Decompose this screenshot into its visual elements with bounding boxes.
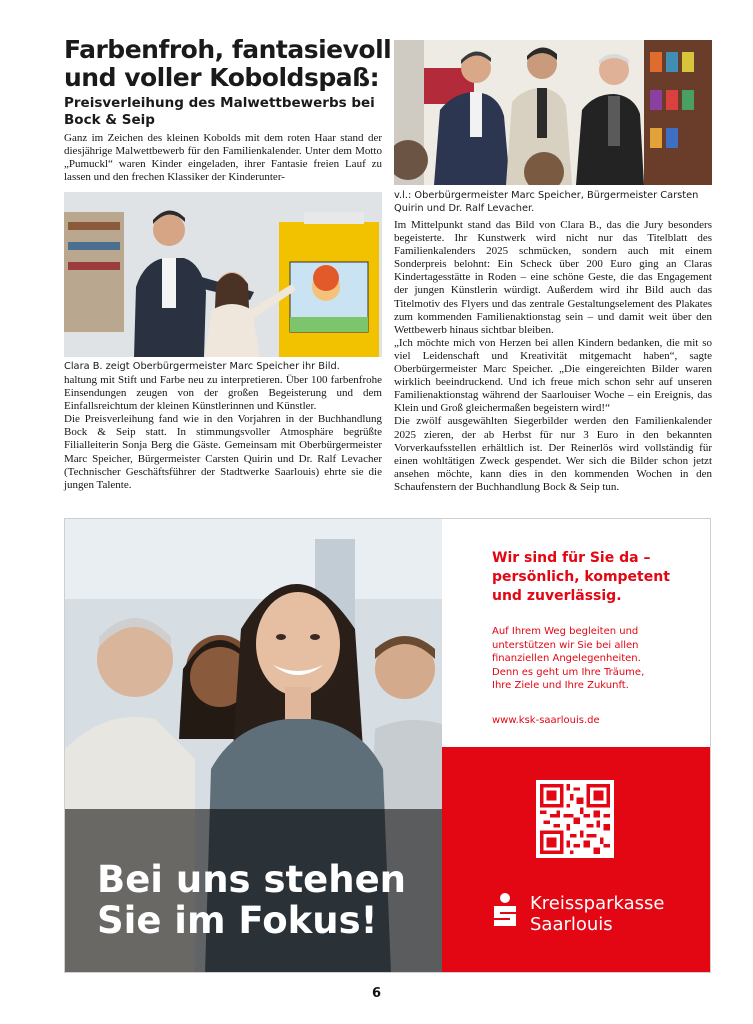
brand-name-line: Kreissparkasse <box>530 893 665 914</box>
column-2-paragraph: Die zwölf ausgewählten Siegerbilder werden den Familienkalender 2025 zieren, der ab Herbst für nur 3 Euro in den bekannten Vorverkaufsstellen erhältlich ist. Der Reinerlös wird vollständig für einen wohltätigen Zweck gespendet. Wer sich die Bilder schon jetzt ansehen möchte, kann dies in den kommenden Wochen in den Schaufenstern der Buchhandlung Bock & Seip tun. <box>394 415 712 493</box>
qr-code-graphic <box>540 784 610 854</box>
column-2-paragraph: Im Mittelpunkt stand das Bild von Clara B., das die Jury besonders begeisterte. Ihr Kunstwerk wird nicht nur das Titelblatt des Familienkalenders 2025 schmücken, sondern auch mit einem Sonderpreis belohnt: Ein Scheck über 200 Euro ging an Claras Kindertagesstätte in Roden – eine schöne Geste, die das Engagement der jungen Künstlerin würdigt. Außerdem wird ihr Bild auch das Titelmotiv des Flyers und das zentrale Gestaltungselement des Plakates zum kommenden Familienaktionstag sein – und damit weit über den Wettbewerb hinaus sichtbar bleiben. <box>394 219 712 336</box>
ad-copy-line: Auf Ihrem Weg begleiten und <box>492 626 639 637</box>
intro-paragraph: Ganz im Zeichen des kleinen Kobolds mit dem roten Haar stand der diesjährige Malwettbewerb für den Familienkalender. Unter dem Motto „Pumuckl“ waren Kinder eingeladen, ihrer Fantasie freien Lauf zu lassen und den frechen Klassiker der Kinderunter- <box>64 132 382 184</box>
ad-headline-line: und zuverlässig. <box>492 588 622 604</box>
ad-copy-line: Denn es geht um Ihre Träume, <box>492 666 645 678</box>
photo-clara-drawing <box>64 192 382 357</box>
brand-name-line: Saarlouis <box>530 914 613 935</box>
qr-code-icon[interactable] <box>536 780 614 858</box>
ad-copy-line: unterstützen wir Sie bei allen <box>492 639 639 651</box>
sparkasse-brand <box>492 893 664 935</box>
column-1-paragraph: haltung mit Stift und Farbe neu zu interpretieren. Über 100 farbenfrohe Einsendungen zeugen von der großen Begeisterung und dem Einfallsreichtum der kleinen Künstlerinnen und Künstler. <box>64 374 382 413</box>
ad-slogan-line: Sie im Fokus! <box>97 899 378 942</box>
photo-officials-caption: v.l.: Oberbürgermeister Marc Speicher, Bürgermeister Carsten Quirin und Dr. Ralf Levacher. <box>394 190 699 214</box>
ad-brand-panel <box>442 747 711 973</box>
column-2-paragraph: „Ich möchte mich von Herzen bei allen Kindern bedanken, die mit so viel Leidenschaft und Kreativität mitgemacht haben“, sagte Oberbürgermeister Marc Speicher. „Die eingereichten Bilder waren wirklich beeindruckend. Und ich freue mich schon sehr auf unseren Familienaktionstag während der Saarlouiser Woche – ein Ereignis, das Klein und Groß gleichermaßen begeistern wird!“ <box>394 336 712 415</box>
kreissparkasse-advertisement[interactable] <box>64 518 711 973</box>
ad-website-link[interactable]: www.ksk-saarlouis.de <box>492 715 600 726</box>
sparkasse-logo-icon <box>492 893 518 929</box>
ad-headline-line: persönlich, kompetent <box>492 569 670 585</box>
ad-copy-line: finanziellen Angelegenheiten. <box>492 653 641 664</box>
photo-clara-drawing-illustration <box>64 192 382 357</box>
article-subtitle-line: Preisverleihung des Malwettbewerbs bei <box>64 95 375 111</box>
article-title-line: und voller Koboldspaß: <box>64 63 380 92</box>
article-title <box>64 36 394 92</box>
photo-officials-illustration <box>394 40 712 185</box>
photo-officials <box>394 40 712 185</box>
ad-slogan <box>97 859 437 941</box>
ad-slogan-line: Bei uns stehen <box>97 858 407 901</box>
ad-headline-line: Wir sind für Sie da – <box>492 550 651 566</box>
photo-clara-caption: Clara B. zeigt Oberbürgermeister Marc Speicher ihr Bild. <box>64 361 340 372</box>
column-1-paragraph: Die Preisverleihung fand wie in den Vorjahren in der Buchhandlung Bock & Seip statt. In stimmungsvoller Atmosphäre begrüßte Filialleiterin Sonja Berg die Gäste. Gemeinsam mit Oberbürgermeister Marc Speicher, Bürgermeister Carsten Quirin und Dr. Ralf Levacher (Technischer Geschäftsführer der Stadtwerke Saarlouis) ehrte sie die jungen Talente. <box>64 413 382 491</box>
article-column-1 <box>64 374 382 492</box>
sparkasse-brand-name <box>530 893 664 935</box>
article-subtitle <box>64 95 394 129</box>
article-column-2 <box>394 219 712 494</box>
article-subtitle-line: Bock & Seip <box>64 112 155 128</box>
article-intro <box>64 132 382 184</box>
ad-headline <box>492 549 702 606</box>
ad-copy-line: Ihre Ziele und Ihre Zukunft. <box>492 680 629 691</box>
article-title-line: Farbenfroh, fantasievoll <box>64 35 392 64</box>
ad-body-copy <box>492 625 697 693</box>
page-number: 6 <box>371 986 382 1001</box>
ad-text-panel <box>442 519 711 747</box>
